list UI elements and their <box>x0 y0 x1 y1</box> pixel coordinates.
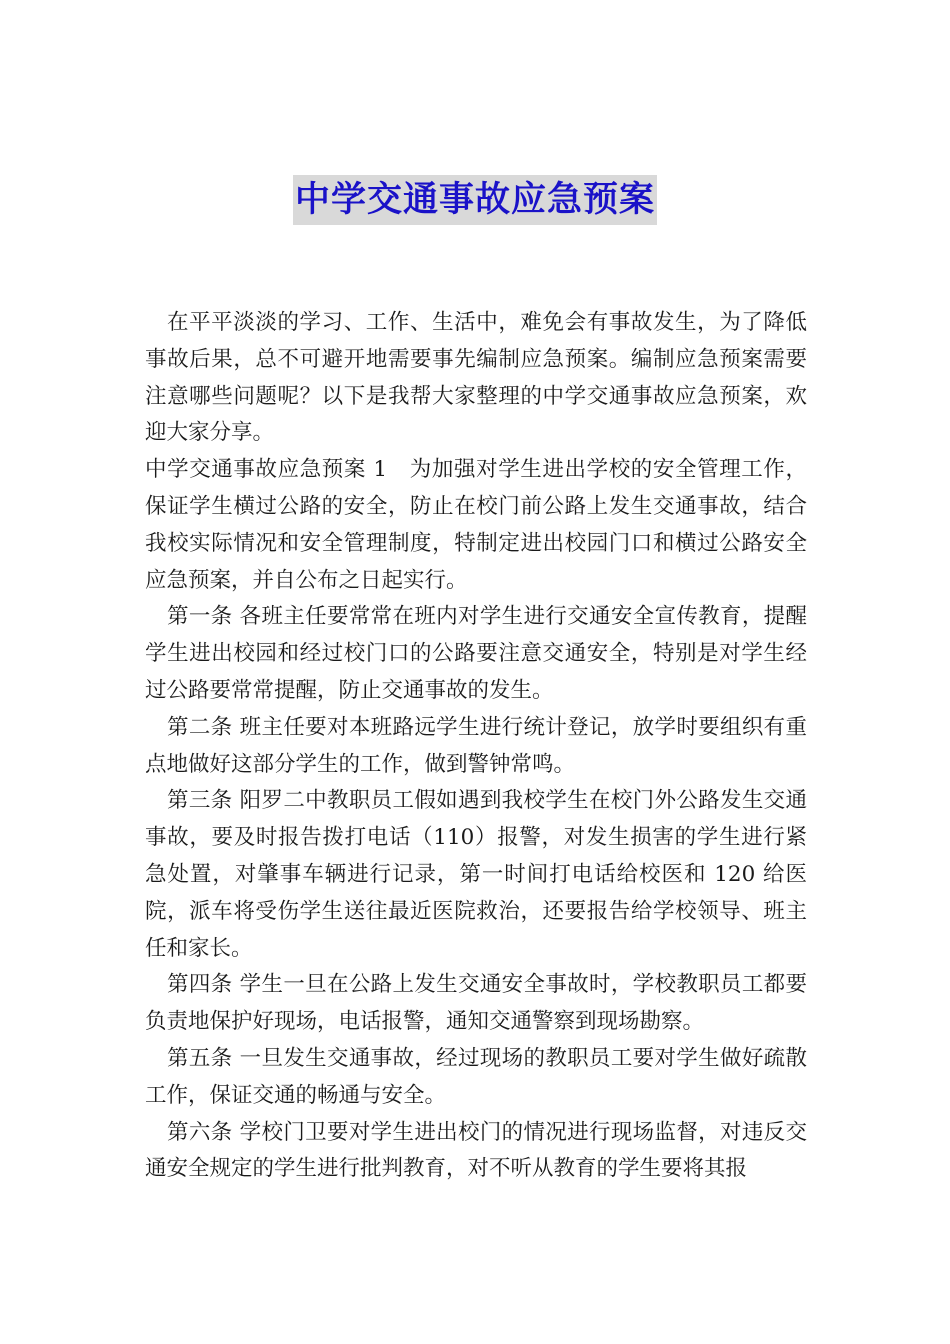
article-4-paragraph: 第四条 学生一旦在公路上发生交通安全事故时，学校教职员工都要负责地保护好现场，电话报警，通知交通警察到现场勘察。 <box>145 972 807 1035</box>
article-6-paragraph: 第六条 学校门卫要对学生进出校门的情况进行现场监督，对违反交通安全规定的学生进行批判教育，对不听从教育的学生要将其报 <box>145 1119 807 1182</box>
plan-1-paragraph: 中学交通事故应急预案 1 为加强对学生进出学校的安全管理工作，保证学生横过公路的安全，防止在校门前公路上发生交通事故，结合我校实际情况和安全管理制度，特制定进出校园门口和横过公路安全应急预案，并自公布之日起实行。 <box>145 457 807 593</box>
intro-paragraph: 在平平淡淡的学习、工作、生活中，难免会有事故发生，为了降低事故后果，总不可避开地需要事先编制应急预案。编制应急预案需要注意哪些问题呢？以下是我帮大家整理的中学交通事故应急预案，欢迎大家分享。 <box>145 310 807 446</box>
article-2-paragraph: 第二条 班主任要对本班路远学生进行统计登记，放学时要组织有重点地做好这部分学生的工作，做到警钟常鸣。 <box>145 714 807 777</box>
article-1-paragraph: 第一条 各班主任要常常在班内对学生进行交通安全宣传教育，提醒学生进出校园和经过校门口的公路要注意交通安全，特别是对学生经过公路要常常提醒，防止交通事故的发生。 <box>145 604 807 703</box>
article-5-paragraph: 第五条 一旦发生交通事故，经过现场的教职员工要对学生做好疏散工作，保证交通的畅通与安全。 <box>145 1045 807 1108</box>
document-body <box>145 305 807 1188</box>
article-3-paragraph: 第三条 阳罗二中教职员工假如遇到我校学生在校门外公路发生交通事故，要及时报告拨打电话（110）报警，对发生损害的学生进行紧急处置，对肇事车辆进行记录，第一时间打电话给校医和 120 给医院，派车将受伤学生送往最近医院救治，还要报告给学校领导、班主任和家长。 <box>145 788 807 961</box>
title-container <box>0 175 950 225</box>
document-title: 中学交通事故应急预案 <box>293 175 657 225</box>
